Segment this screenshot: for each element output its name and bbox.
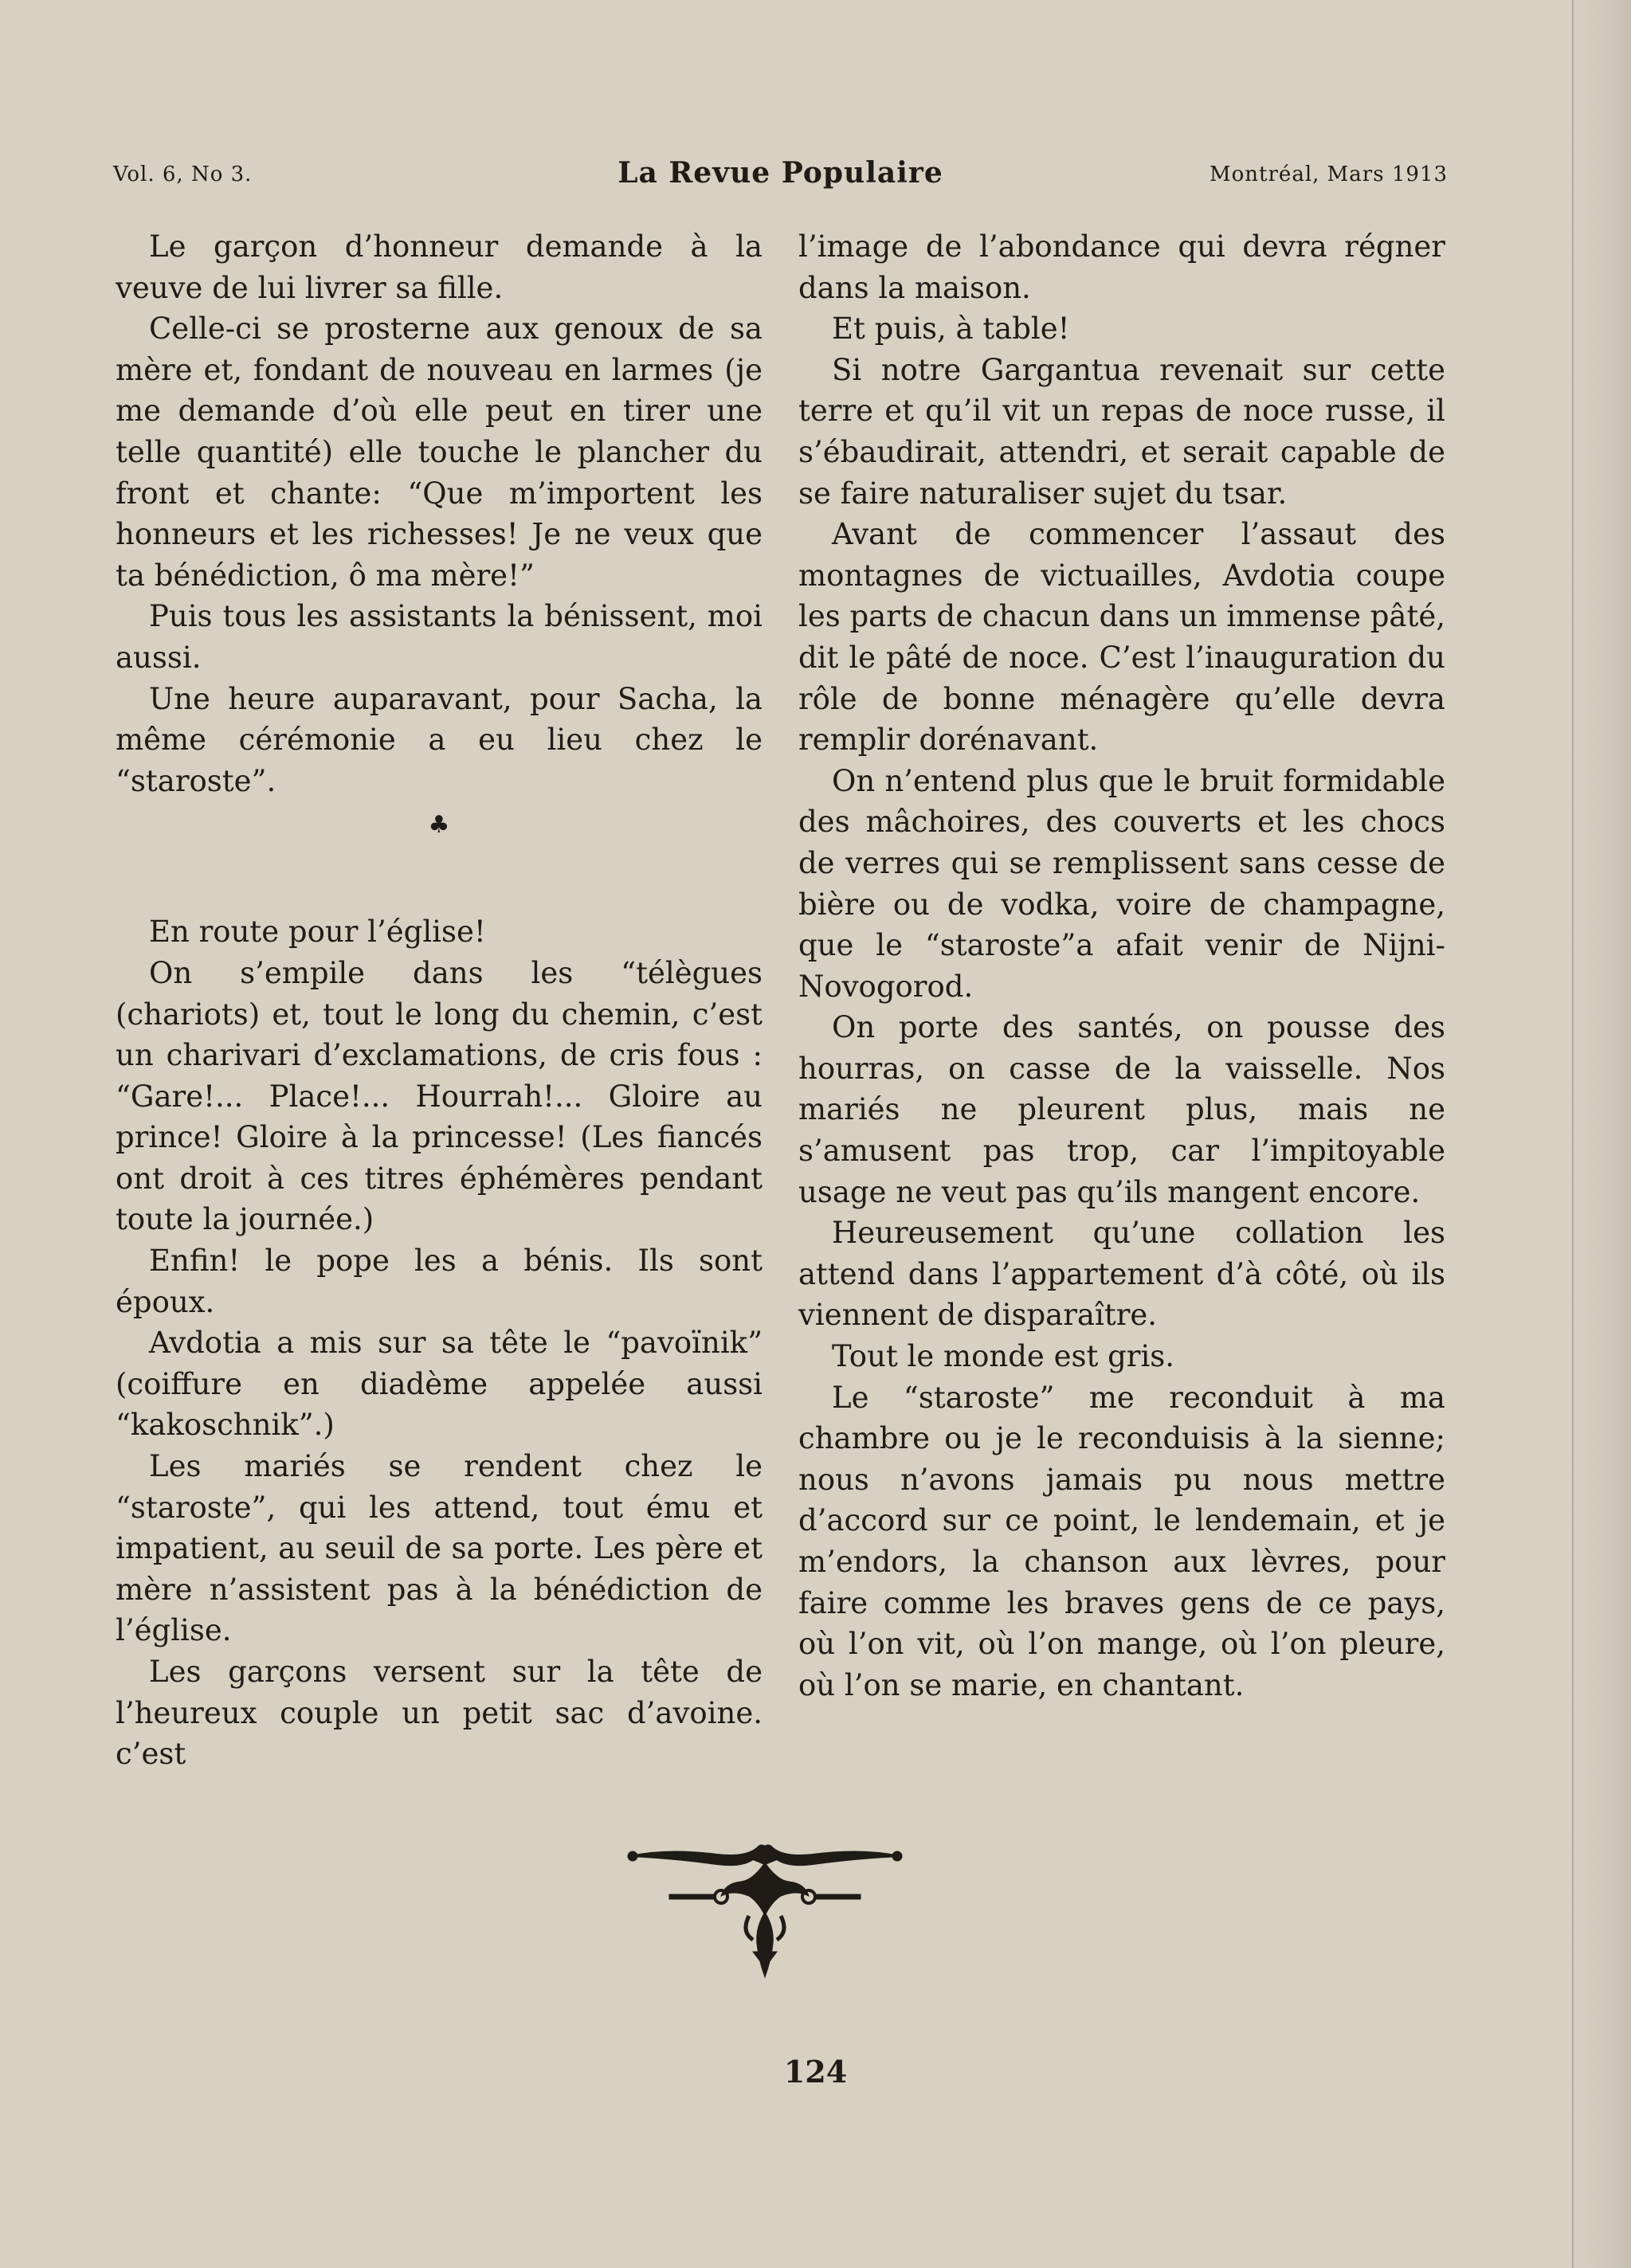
paragraph: Les mariés se rendent chez le “staroste”, qui les attend, tout ému et impatient, au seuil de sa porte. Les père et mère n’assistent pas à la bénédiction de l’église.: [116, 1449, 763, 1648]
page-number: 124: [783, 2054, 848, 2090]
page-header: [113, 156, 1448, 196]
page-edge-line: [1572, 0, 1574, 2268]
paragraph-continued: l’image de l’abondance qui devra régner dans la maison.: [798, 229, 1445, 305]
paragraph: On porte des santés, on pousse des hourras, on casse de la vaisselle. Nos mariés ne pleurent plus, mais ne s’amusent pas trop, car l’impitoyable usage ne veut pas qu’ils mangent encore.: [798, 1010, 1445, 1209]
paragraph: Une heure auparavant, pour Sacha, la même cérémonie a eu lieu chez le “staroste”.: [116, 681, 763, 798]
paragraph: Si notre Gargantua revenait sur cette terre et qu’il vit un repas de noce russe, il s’ébaudirait, attendri, et serait capable de se faire naturaliser sujet du tsar.: [798, 352, 1445, 511]
paragraph: Puis tous les assistants la bénissent, moi aussi.: [116, 599, 763, 675]
right-column: [798, 226, 1445, 1706]
paragraph: On n’entend plus que le bruit formidable des mâchoires, des couverts et les chocs de verres qui se remplissent sans cesse de bière ou de vodka, voire de champagne, que le “staroste”a afait venir de Nijni-Novogorod.: [798, 763, 1445, 1004]
paragraph: Tout le monde est gris.: [832, 1339, 1175, 1374]
paragraph: Les garçons versent sur la tête de l’heureux couple un petit sac d’avoine. c’est: [116, 1655, 763, 1772]
paragraph: Avdotia a mis sur sa tête le “pavoïnik” (coiffure en diadème appelée aussi “kakoschnik”.): [116, 1326, 763, 1443]
paragraph: Avant de commencer l’assaut des montagnes de victuailles, Avdotia coupe les parts de chacun dans un immense pâté, dit le pâté de noce. C’est l’inauguration du rôle de bonne ménagère qu’elle devra remplir dorénavant.: [798, 517, 1446, 758]
paragraph: Le “staroste” me reconduit à ma chambre ou je le reconduisis à la sienne; nous n’avons jamais pu nous mettre d’accord sur ce point, le lendemain, et je m’endors, la chanson aux lèvres, pour faire comme les braves gens de ce pays, où l’on vit, où l’on mange, où l’on pleure, où l’on se marie, en chantant.: [798, 1380, 1445, 1702]
fleuron-icon: [621, 1840, 908, 1984]
paragraph: Celle-ci se prosterne aux genoux de sa mère et, fondant de nouveau en larmes (je me demande d’où elle peut en tirer une telle quantité) elle touche le plancher du front et chante: “Que m’importent les honneurs et les richesses! Je ne veux que ta bénédiction, ô ma mère!”: [116, 311, 763, 593]
paragraph: En route pour l’église!: [149, 915, 486, 950]
section-break-icon: ♣: [428, 811, 450, 840]
paragraph: Enfin! le pope les a bénis. Ils sont époux.: [116, 1244, 763, 1319]
left-column: [116, 226, 763, 1775]
paragraph: On s’empile dans les “télègues (chariots) et, tout le long du chemin, c’est un charivari d’exclamations, de cris fous : “Gare!... Place!... Hourrah!... Gloire au prince! Gloire à la princesse! (Les fiancés ont droit à ces titres éphémères pendant toute la journée.): [116, 955, 763, 1237]
page-edge-shadow: [1567, 0, 1631, 2268]
paragraph: Le garçon d’honneur demande à la veuve de lui livrer sa fille.: [116, 229, 763, 305]
issue-date: Montréal, Mars 1913: [1210, 163, 1448, 186]
issue-volume: Vol. 6, No 3.: [113, 163, 253, 186]
paragraph: Heureusement qu’une collation les attend dans l’appartement d’à côté, où ils viennent de disparaître.: [798, 1216, 1445, 1333]
paragraph: Et puis, à table!: [832, 311, 1070, 347]
magazine-title: La Revue Populaire: [618, 156, 943, 190]
